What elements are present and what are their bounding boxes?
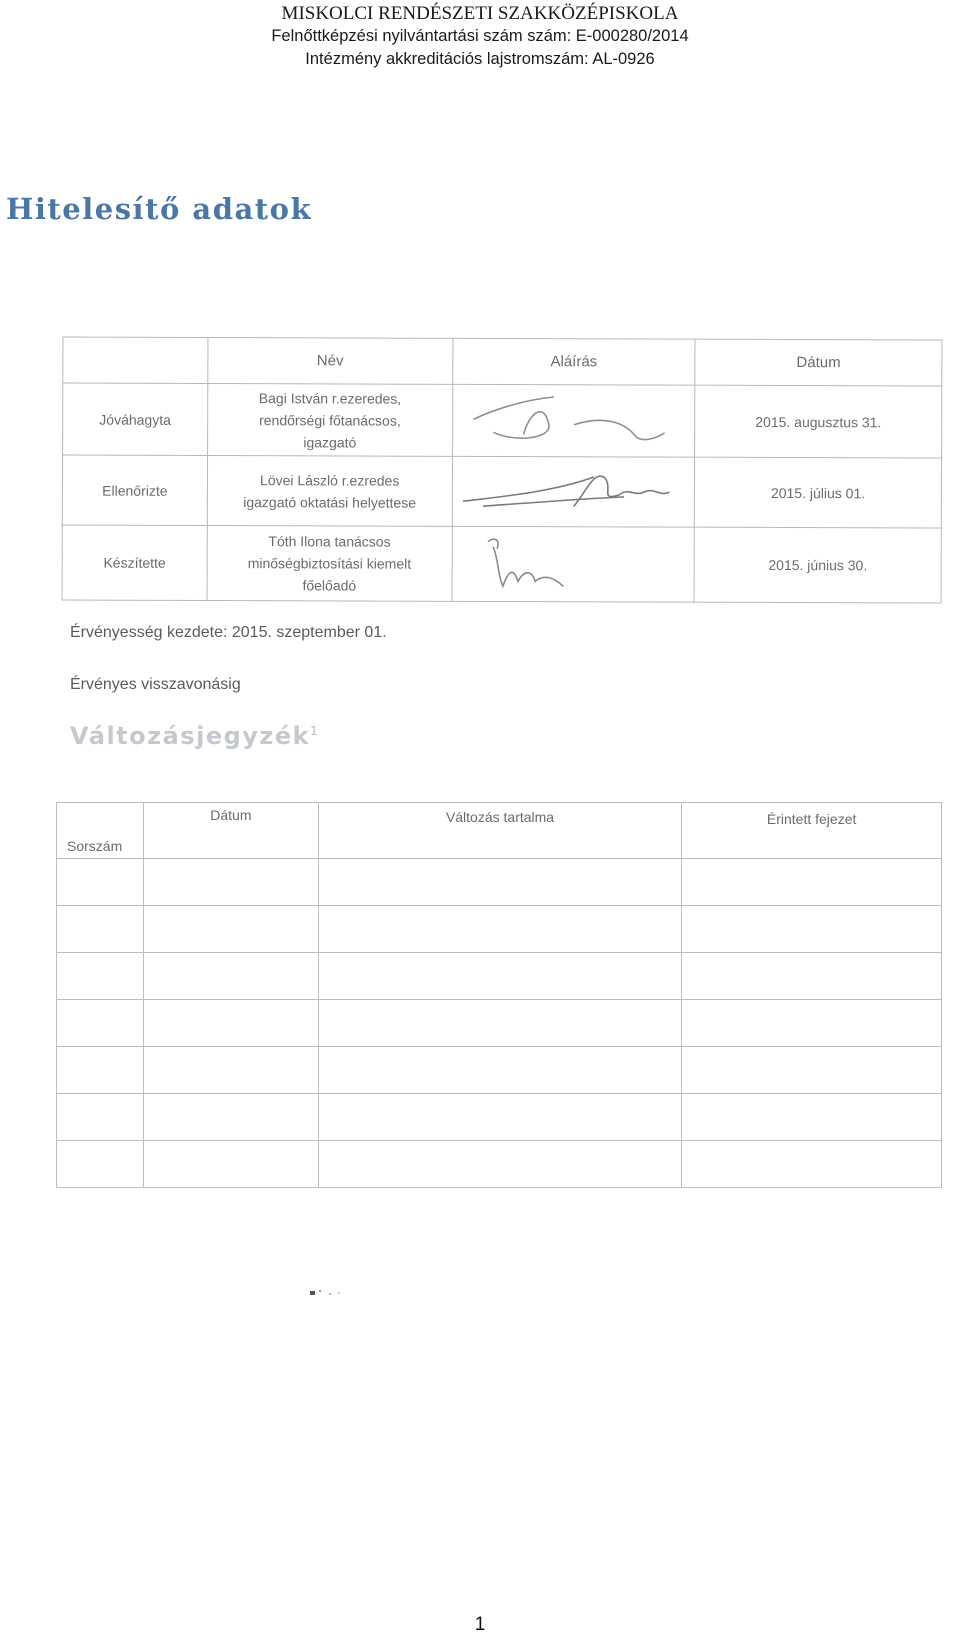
changelog-header-row (57, 803, 942, 859)
changelog-header-number: Sorszám (57, 803, 144, 859)
auth-name (207, 383, 452, 456)
changelog-title (70, 722, 319, 750)
auth-name-line: Tóth Ilona tanácsos (268, 533, 391, 550)
auth-name-line: Bagi István r.ezeredes, (258, 389, 402, 407)
changelog-header-date: Dátum (143, 803, 318, 859)
changelog-footnote-mark: 1 (310, 724, 320, 738)
signature-lovei-icon (452, 457, 694, 527)
changelog-cell (143, 1000, 318, 1047)
changelog-cell (143, 906, 318, 953)
validity-start-label: Érvényesség kezdete: (70, 624, 228, 641)
changelog-cell (318, 1047, 682, 1094)
signature-cell (452, 526, 695, 602)
changelog-cell (57, 953, 144, 1000)
changelog-cell (682, 1094, 942, 1141)
authentication-table (62, 336, 943, 603)
changelog-cell (318, 906, 682, 953)
changelog-cell (318, 1000, 682, 1047)
auth-name (207, 525, 452, 601)
auth-header-role (63, 337, 208, 384)
signature-toth-icon (452, 527, 694, 602)
auth-name (207, 455, 452, 526)
signature-cell (452, 456, 695, 527)
changelog-body (57, 859, 942, 1188)
changelog-header-content: Változás tartalma (318, 803, 682, 859)
changelog-cell (143, 1094, 318, 1141)
changelog-cell (318, 859, 682, 906)
auth-row-checked (62, 455, 941, 528)
changelog-cell (57, 1141, 144, 1188)
auth-name-line: Lövei László r.ezredes (260, 471, 400, 489)
registration-number: Felnőttképzési nyilvántartási szám szám: E-000280/2014 (271, 27, 689, 45)
changelog-title-text: Változásjegyzék (70, 722, 311, 750)
auth-name-line: igazgató (303, 433, 357, 450)
auth-header-row (63, 337, 942, 386)
auth-name-line: minőségbiztosítási kiemelt (247, 555, 412, 572)
auth-header-date: Dátum (695, 339, 942, 386)
changelog-cell (57, 1047, 144, 1094)
changelog-row (57, 953, 942, 1000)
changelog-cell (682, 1141, 942, 1188)
changelog-table (56, 802, 942, 1188)
changelog-cell (682, 1000, 942, 1047)
changelog-header-chapter: Érintett fejezet (682, 803, 942, 859)
auth-role: Ellenőrizte (62, 455, 207, 526)
changelog-cell (682, 1047, 942, 1094)
page-title: Hitelesítő adatok (6, 192, 313, 226)
validity-until: Érvényes visszavonásig (70, 676, 241, 693)
changelog-cell (57, 906, 144, 953)
changelog-cell (143, 1047, 318, 1094)
changelog-cell (318, 1094, 682, 1141)
changelog-cell (318, 953, 682, 1000)
auth-role: Jóváhagyta (63, 383, 208, 456)
changelog-cell (318, 1141, 682, 1188)
changelog-cell (143, 953, 318, 1000)
changelog-cell (143, 859, 318, 906)
school-name: MISKOLCI RENDÉSZETI SZAKKÖZÉPISKOLA (281, 3, 679, 24)
changelog-cell (682, 906, 942, 953)
changelog-row (57, 1000, 942, 1047)
validity-start (70, 624, 387, 642)
accreditation-number: Intézmény akkreditációs lajstromszám: AL-0926 (305, 50, 655, 68)
auth-row-prepared (62, 525, 941, 603)
auth-date: 2015. június 30. (694, 527, 941, 603)
changelog-cell (682, 953, 942, 1000)
auth-role: Készítette (62, 525, 207, 601)
changelog-row (57, 1141, 942, 1188)
changelog-cell (57, 859, 144, 906)
changelog-cell (57, 1000, 144, 1047)
scan-specks (310, 1288, 350, 1300)
signature-bagi-icon (453, 385, 695, 457)
auth-name-line: rendőrségi főtanácsos, (259, 411, 401, 429)
changelog-row (57, 859, 942, 906)
changelog-row (57, 906, 942, 953)
auth-row-approved (63, 383, 942, 458)
signature-cell (452, 384, 695, 457)
changelog-cell (143, 1141, 318, 1188)
changelog-cell (682, 859, 942, 906)
page-number: 1 (474, 1614, 486, 1635)
changelog-row (57, 1047, 942, 1094)
auth-date: 2015. augusztus 31. (695, 385, 942, 458)
auth-date: 2015. július 01. (695, 457, 942, 528)
auth-name-line: főelőadó (302, 577, 357, 594)
changelog-cell (57, 1094, 144, 1141)
auth-name-line: igazgató oktatási helyettese (243, 493, 417, 511)
auth-header-signature: Aláírás (452, 338, 695, 385)
auth-header-name: Név (208, 337, 453, 384)
validity-start-date: 2015. szeptember 01. (231, 624, 387, 641)
changelog-row (57, 1094, 942, 1141)
